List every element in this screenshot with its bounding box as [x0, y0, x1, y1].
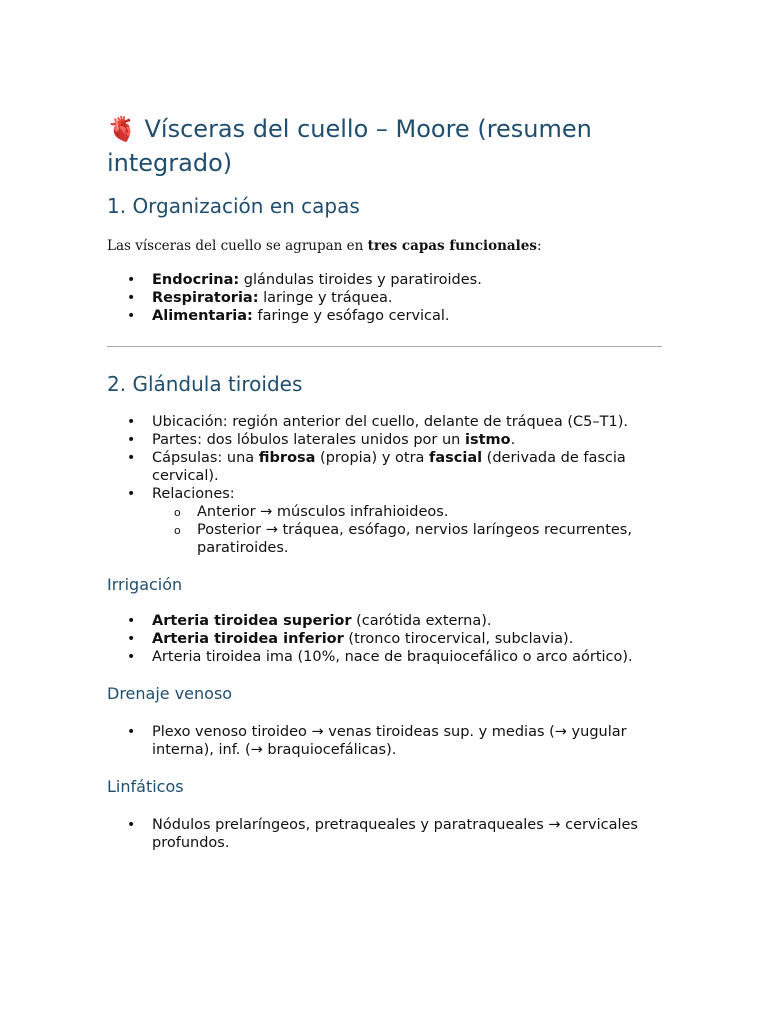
- irrigacion-list: [107, 612, 663, 666]
- list-item: • Nódulos prelaríngeos, pretraqueales y paratraqueales → cervicales profundos.: [107, 816, 663, 852]
- linfaticos-list: [107, 816, 663, 852]
- list-item: [107, 449, 663, 485]
- item-text: glándulas tiroides y paratiroides.: [239, 272, 482, 288]
- list-item: [107, 307, 663, 325]
- list-item: • Ubicación: región anterior del cuello, delante de tráquea (C5–T1).: [107, 413, 663, 431]
- drenaje-list: [107, 723, 663, 759]
- list-item: [107, 431, 663, 449]
- intro-bold: tres capas funcionales: [367, 238, 537, 254]
- section2-heading: 2. Glándula tiroides: [107, 372, 303, 396]
- item-text: Partes: dos lóbulos laterales unidos por un: [152, 432, 465, 448]
- section1-intro: [107, 236, 663, 256]
- item-bold: Arteria tiroidea superior: [152, 613, 352, 629]
- list-item: [107, 485, 663, 557]
- item-text: Arteria tiroidea ima (10%, nace de braquiocefálico o arco aórtico).: [152, 649, 633, 665]
- list-item: [107, 289, 663, 307]
- item-text: (tronco tirocervical, subclavia).: [343, 631, 574, 647]
- irrigacion-heading: Irrigación: [107, 575, 183, 594]
- item-text: .: [510, 432, 516, 448]
- item-text: laringe y tráquea.: [258, 290, 393, 306]
- item-bold: fascial: [429, 450, 483, 466]
- list-item: [107, 271, 663, 289]
- list-item: [107, 630, 663, 648]
- item-text: (derivada de fascia cervical).: [152, 450, 626, 484]
- document-content: [107, 112, 663, 852]
- intro-colon: :: [537, 238, 542, 254]
- page-title: 🫀 Vísceras del cuello – Moore (resumen integrado): [107, 115, 592, 177]
- item-bold: Arteria tiroidea inferior: [152, 631, 344, 647]
- item-bold: Alimentaria:: [152, 308, 253, 324]
- intro-text: Las vísceras del cuello se agrupan en: [107, 238, 368, 254]
- item-bold: istmo: [464, 432, 511, 448]
- section2-list: [107, 413, 663, 557]
- list-item: [107, 612, 663, 630]
- item-bold: Respiratoria:: [152, 290, 259, 306]
- nested-list-item: o Anterior → músculos infrahioideos.: [107, 503, 663, 521]
- item-text: Cápsulas: una: [152, 450, 259, 466]
- item-text: faringe y esófago cervical.: [252, 308, 450, 324]
- item-bold: fibrosa: [258, 450, 316, 466]
- drenaje-heading: Drenaje venoso: [107, 684, 233, 703]
- nested-list-item: o Posterior → tráquea, esófago, nervios laríngeos recurrentes, paratiroides.: [107, 521, 663, 557]
- item-text: (propia) y otra: [315, 450, 430, 466]
- nested-list: [152, 503, 663, 557]
- list-item: [107, 648, 663, 666]
- item-text: (carótida externa).: [351, 613, 492, 629]
- section-divider: [107, 346, 662, 347]
- section1-list: [107, 271, 663, 325]
- item-text: Relaciones:: [152, 486, 235, 502]
- item-bold: Endocrina:: [152, 272, 240, 288]
- section1-heading: 1. Organización en capas: [107, 194, 360, 218]
- list-item: • Plexo venoso tiroideo → venas tiroideas sup. y medias (→ yugular interna), inf. (→ braquiocefálicas).: [107, 723, 663, 759]
- linfaticos-heading: Linfáticos: [107, 777, 184, 796]
